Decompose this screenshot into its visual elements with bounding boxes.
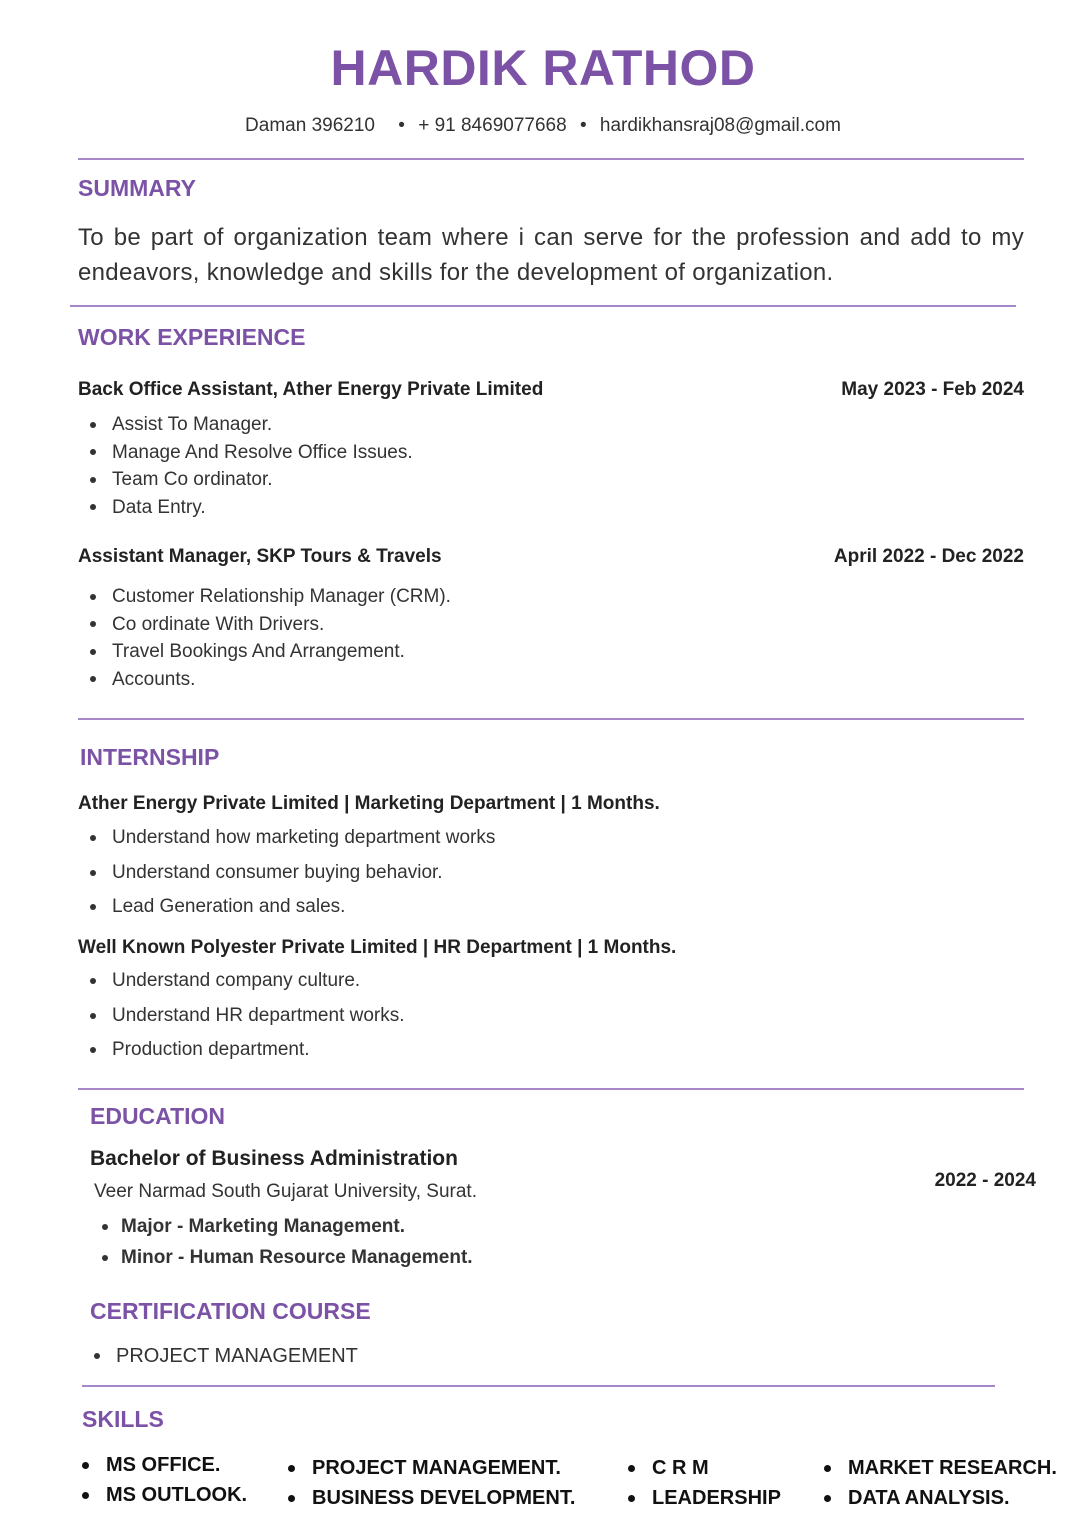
list-item: Major - Marketing Management.: [90, 1211, 473, 1242]
skills-column: [822, 1453, 1057, 1513]
list-item: Travel Bookings And Arrangement.: [78, 638, 451, 666]
list-item: Manage And Resolve Office Issues.: [78, 439, 413, 467]
list-item: Co ordinate With Drivers.: [78, 611, 451, 639]
location: Daman 396210: [245, 115, 375, 136]
list-item: Lead Generation and sales.: [78, 890, 495, 925]
divider: [78, 1088, 1024, 1090]
certification-list: [82, 1340, 358, 1372]
certification-heading: CERTIFICATION COURSE: [90, 1298, 371, 1324]
skills-column: [286, 1453, 575, 1513]
list-item: Understand how marketing department works: [78, 821, 495, 856]
skill-item: LEADERSHIP: [626, 1483, 781, 1513]
degree: Bachelor of Business Administration: [90, 1147, 458, 1170]
work-experience-heading: WORK EXPERIENCE: [78, 324, 306, 350]
candidate-name: HARDIK RATHOD: [330, 40, 756, 96]
skill-item: PROJECT MANAGEMENT.: [286, 1453, 575, 1483]
divider: [78, 158, 1024, 160]
list-item: Understand consumer buying behavior.: [78, 856, 495, 891]
list-item: Assist To Manager.: [78, 411, 413, 439]
contact-separator: •: [398, 115, 405, 136]
contact-line: [0, 114, 1086, 138]
list-item: Understand HR department works.: [78, 999, 405, 1034]
job-dates: April 2022 - Dec 2022: [833, 546, 1024, 567]
list-item: Accounts.: [78, 666, 451, 694]
skills-column: [626, 1453, 781, 1513]
skills-column: [80, 1450, 247, 1510]
phone: + 91 8469077668: [418, 115, 567, 136]
internship-duties: [78, 964, 405, 1068]
divider: [78, 718, 1024, 720]
skill-item: C R M: [626, 1453, 781, 1483]
skills-heading: SKILLS: [82, 1406, 164, 1432]
email: hardikhansraj08@gmail.com: [599, 115, 841, 136]
list-item: Understand company culture.: [78, 964, 405, 999]
skill-item: MS OUTLOOK.: [80, 1480, 247, 1510]
list-item: Production department.: [78, 1033, 405, 1068]
summary-text: To be part of organization team where i can serve for the profession and add to my endeavors, knowledge and skills for the development of organization.: [78, 224, 1024, 286]
internship-heading: INTERNSHIP: [80, 744, 220, 770]
education-dates: 2022 - 2024: [934, 1170, 1036, 1191]
contact-separator: •: [579, 115, 587, 136]
skill-item: MARKET RESEARCH.: [822, 1453, 1057, 1483]
internship-title: Well Known Polyester Private Limited | HR Department | 1 Months.: [78, 937, 677, 958]
list-item: Minor - Human Resource Management.: [90, 1242, 473, 1273]
job-title: Assistant Manager, SKP Tours & Travels: [78, 546, 442, 567]
job-duties: [78, 583, 451, 693]
job-dates: May 2023 - Feb 2024: [841, 379, 1024, 400]
skill-item: DATA ANALYSIS.: [822, 1483, 1057, 1513]
job-duties: [78, 411, 413, 521]
university: Veer Narmad South Gujarat University, Surat.: [94, 1181, 477, 1202]
list-item: Customer Relationship Manager (CRM).: [78, 583, 451, 611]
internship-duties: [78, 821, 495, 925]
summary-heading: SUMMARY: [78, 175, 196, 201]
skill-item: MS OFFICE.: [80, 1450, 247, 1480]
list-item: PROJECT MANAGEMENT: [82, 1340, 358, 1372]
skill-item: BUSINESS DEVELOPMENT.: [286, 1483, 575, 1513]
divider: [82, 1385, 995, 1387]
list-item: Data Entry.: [78, 494, 413, 522]
divider: [70, 305, 1016, 307]
list-item: Team Co ordinator.: [78, 466, 413, 494]
job-title: Back Office Assistant, Ather Energy Private Limited: [78, 379, 544, 400]
education-heading: EDUCATION: [90, 1103, 226, 1129]
education-details: [90, 1211, 473, 1273]
internship-title: Ather Energy Private Limited | Marketing Department | 1 Months.: [78, 793, 660, 814]
